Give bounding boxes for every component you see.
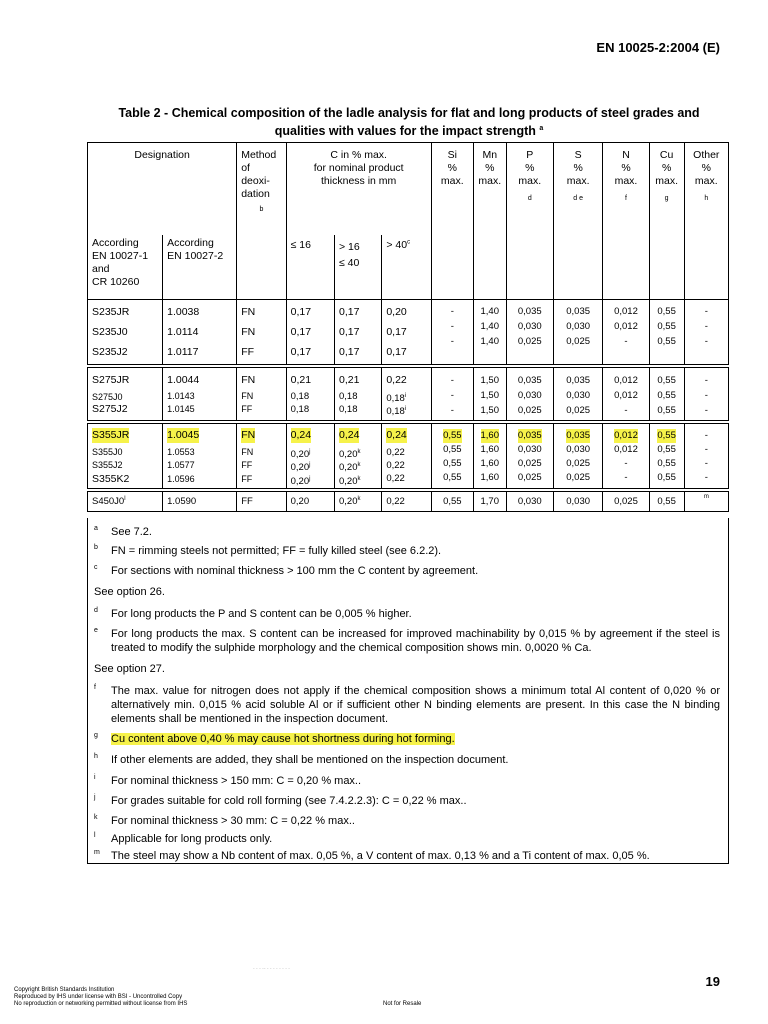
acc1-line: CR 10260 xyxy=(92,275,140,288)
grade-name: S275J0 xyxy=(92,392,123,402)
footnote-key: e xyxy=(94,627,98,634)
n-label: % xyxy=(621,162,631,174)
grade-name: S235J0 xyxy=(92,326,128,338)
mn-value: 1,50 xyxy=(480,390,499,401)
thickness-le16-header: ≤ 16 xyxy=(286,235,334,300)
method-label: of xyxy=(241,162,250,174)
cu-value: 0,55 xyxy=(657,472,676,483)
footnote-key: m xyxy=(94,849,100,856)
n-footnote-ref: f xyxy=(625,195,627,202)
p-value: 0,025 xyxy=(517,405,542,416)
c-footnote-ref: k xyxy=(357,495,361,502)
p-header xyxy=(506,143,553,300)
grade-name: S275JR xyxy=(92,374,130,386)
cu-value: 0,55 xyxy=(657,390,676,401)
footnote-key: i xyxy=(94,774,96,781)
si-header xyxy=(431,143,473,300)
footnote-key: c xyxy=(94,564,98,571)
mn-value: 1,40 xyxy=(480,306,499,317)
si-value: 0,55 xyxy=(443,472,462,483)
deox-method: FF xyxy=(241,474,253,484)
group-s355 xyxy=(88,424,729,489)
deox-method: FN xyxy=(241,429,256,441)
s-value: 0,030 xyxy=(566,444,591,455)
footnote-key: d xyxy=(94,607,98,614)
other-value: - xyxy=(704,321,708,332)
other-value: - xyxy=(704,390,708,401)
other-header xyxy=(684,143,728,300)
mn-label: Mn xyxy=(482,149,498,161)
cu-footnote-ref: g xyxy=(664,195,669,202)
other-value: - xyxy=(704,458,708,469)
c-value: 0,20 xyxy=(338,449,358,461)
method-label: deoxi- xyxy=(241,175,270,187)
si-value: 0,55 xyxy=(443,458,462,469)
other-value: - xyxy=(704,375,708,386)
p-value: 0,030 xyxy=(517,321,542,332)
si-label: max. xyxy=(440,175,464,187)
cu-value: 0,55 xyxy=(657,306,676,317)
footnote-text: For sections with nominal thickness > 100 mm the C content by agreement. xyxy=(111,565,479,577)
grade-name: S450J0 xyxy=(92,496,125,508)
mn-value: 1,50 xyxy=(480,405,499,416)
footnote-text: For nominal thickness > 150 mm: C = 0,20 % max.. xyxy=(111,775,362,787)
c-value: 0,22 xyxy=(382,492,431,512)
c-value: 0,18 xyxy=(386,406,405,418)
s-value: 0,025 xyxy=(566,458,591,469)
c-value: 0,17 xyxy=(338,306,360,318)
s-value: 0,030 xyxy=(566,390,591,401)
n-value: - xyxy=(624,458,628,469)
grade-name: S355J0 xyxy=(92,447,123,457)
acc-en10027-1-header xyxy=(88,235,163,300)
footnote-text: See option 26. xyxy=(94,586,165,598)
n-value: 0,012 xyxy=(614,321,638,332)
s-value: 0,035 xyxy=(566,430,591,441)
mn-header xyxy=(473,143,506,300)
p-value: 0,035 xyxy=(517,430,542,441)
p-value: 0,035 xyxy=(517,306,542,317)
designation-header: Designation xyxy=(88,143,237,235)
grade-number: 1.0590 xyxy=(163,492,237,512)
footnotes xyxy=(87,518,729,864)
footnote-text: Cu content above 0,40 % may cause hot shortness during hot forming. xyxy=(111,733,455,745)
grade-number: 1.0038 xyxy=(167,306,200,318)
c-footnote-ref: k xyxy=(357,476,361,482)
method-label: Method xyxy=(241,149,277,161)
s-value: 0,035 xyxy=(566,375,591,386)
faint-watermark-mark: - - - -- - - - - - - - - xyxy=(253,966,290,972)
p-value: 0,030 xyxy=(506,492,553,512)
c-footnote-ref: k xyxy=(357,462,361,468)
s-label: % xyxy=(573,162,583,174)
footnote-key: b xyxy=(94,544,98,551)
c-footnote-ref: j xyxy=(309,462,311,468)
other-value: - xyxy=(704,336,708,347)
deox-method: FN xyxy=(241,374,256,386)
p-footnote-ref: d xyxy=(527,195,532,202)
footnote-text: FN = rimming steels not permitted; FF = fully killed steel (see 6.2.2). xyxy=(111,545,442,557)
c-footnote-ref: k xyxy=(357,449,361,455)
footnote-text: The max. value for nitrogen does not apply if the chemical composition shows a minimum total Al content of 0,020 % or alternatively min. 0,015 % acid soluble Al or if sufficient other N binding elements are present. In this case the N binding elements shall be mentioned in the inspection document. xyxy=(111,685,720,725)
footnote-key: j xyxy=(94,794,96,801)
c-value: 0,18 xyxy=(386,393,405,405)
p-value: 0,025 xyxy=(517,336,542,347)
c-header-line: for nominal product xyxy=(313,162,404,174)
footnote-text: See option 27. xyxy=(94,663,165,675)
c-value: 0,20 xyxy=(290,462,310,474)
p-value: 0,030 xyxy=(517,444,542,455)
mn-value: 1,40 xyxy=(480,336,499,347)
deox-method: FF xyxy=(241,404,253,414)
footnote-text: For long products the max. S content can be increased for improved machinability by 0,015 % by agreement if the steel is treated to modify the sulphide morphology and the chemical composition shows min. 0,0020 % Ca. xyxy=(111,628,720,654)
grade-name: S355J2 xyxy=(92,460,123,470)
not-for-resale: Not for Resale xyxy=(383,1001,422,1007)
grade-number: 1.0044 xyxy=(167,374,200,386)
deox-method: FF xyxy=(237,492,286,512)
n-value: 0,025 xyxy=(603,492,649,512)
s-footnote-ref: d e xyxy=(573,195,583,202)
grade-number: 1.0596 xyxy=(167,474,195,484)
footnote-key: a xyxy=(94,525,98,532)
grade-name: S355JR xyxy=(92,429,130,441)
cu-header xyxy=(649,143,684,300)
n-header xyxy=(603,143,649,300)
deox-method: FN xyxy=(241,391,254,401)
other-label: % xyxy=(701,162,711,174)
c-value: 0,17 xyxy=(290,306,312,318)
cu-label: Cu xyxy=(659,149,674,161)
s-value: 0,030 xyxy=(553,492,602,512)
c-value: 0,18 xyxy=(290,404,310,415)
cu-value: 0,55 xyxy=(657,405,676,416)
p-value: 0,025 xyxy=(517,472,542,483)
c-value: 0,22 xyxy=(386,374,407,386)
cu-value: 0,55 xyxy=(657,444,676,455)
p-value: 0,025 xyxy=(517,458,542,469)
footer-line: No reproduction or networking permitted without license from IHS xyxy=(14,1001,188,1007)
n-value: 0,012 xyxy=(614,430,638,441)
cu-value: 0,55 xyxy=(657,430,676,441)
other-value: - xyxy=(704,405,708,416)
footnote-key: l xyxy=(94,832,96,839)
footnote-text: For grades suitable for cold roll forming (see 7.4.2.2.3): C = 0,22 % max.. xyxy=(111,795,467,807)
c-footnote-ref: j xyxy=(309,449,311,455)
acc1-line: According xyxy=(92,236,139,249)
n-value: - xyxy=(624,405,628,416)
c-value: 0,17 xyxy=(290,326,312,338)
si-value: 0,55 xyxy=(443,430,462,441)
grade-number: 1.0143 xyxy=(167,391,195,401)
s-header xyxy=(553,143,602,300)
c-header-line: thickness in mm xyxy=(321,175,397,187)
c-footnote-ref: i xyxy=(404,393,407,399)
cu-value: 0,55 xyxy=(657,321,676,332)
si-label: Si xyxy=(447,149,457,161)
footer-line: Reproduced by IHS under license with BSI - Uncontrolled Copy xyxy=(14,994,183,1000)
other-value: - xyxy=(704,430,708,441)
copyright-footer xyxy=(14,987,187,1008)
deox-method: FN xyxy=(241,447,254,457)
cu-value: 0,55 xyxy=(649,492,684,512)
table-title-line-2: qualities with values for the impact strength xyxy=(274,124,536,139)
n-value: - xyxy=(624,472,628,483)
other-label: max. xyxy=(694,175,718,187)
c-value: 0,22 xyxy=(386,447,405,458)
c-value: 0,24 xyxy=(386,429,407,441)
footnote-text: See 7.2. xyxy=(111,526,152,538)
c-value: 0,21 xyxy=(290,374,312,386)
method-label: dation xyxy=(241,188,270,200)
title-footnote-ref: a xyxy=(539,125,544,132)
thickness-gt40: > 40 xyxy=(386,238,408,251)
s-value: 0,030 xyxy=(566,321,591,332)
mn-label: % xyxy=(485,162,495,174)
thickness-gt40-header xyxy=(382,235,431,300)
c-value: 0,20 xyxy=(290,449,310,461)
si-value: 0,55 xyxy=(443,444,462,455)
si-value: - xyxy=(450,375,454,386)
footnote-key: g xyxy=(94,732,98,739)
c-value: 0,18 xyxy=(338,391,358,402)
c-value: 0,22 xyxy=(386,460,405,471)
grade-number: 1.0114 xyxy=(167,326,199,338)
c-value: 0,17 xyxy=(338,346,360,358)
other-label: Other xyxy=(693,149,720,161)
mn-value: 1,60 xyxy=(480,444,499,455)
cu-value: 0,55 xyxy=(657,458,676,469)
p-label: % xyxy=(525,162,535,174)
c-value: 0,21 xyxy=(338,374,360,386)
si-value: 0,55 xyxy=(431,492,473,512)
method-header xyxy=(237,143,286,300)
mn-value: 1,70 xyxy=(473,492,506,512)
deox-method: FF xyxy=(241,460,253,470)
grade-number: 1.0553 xyxy=(167,447,195,457)
si-value: - xyxy=(450,390,454,401)
grade-name: S275J2 xyxy=(92,403,128,415)
p-value: 0,030 xyxy=(517,390,542,401)
chemical-composition-table xyxy=(87,142,729,512)
grade-footnote-ref: l xyxy=(124,495,126,502)
n-value: - xyxy=(624,336,628,347)
mn-value: 1,60 xyxy=(480,430,499,441)
s-value: 0,025 xyxy=(566,336,591,347)
footnote-text: For long products the P and S content can be 0,005 % higher. xyxy=(111,608,412,620)
si-value: - xyxy=(450,336,454,347)
acc-en10027-2-header xyxy=(163,235,237,300)
n-label: N xyxy=(622,149,630,161)
acc1-line: and xyxy=(92,262,110,275)
other-value: - xyxy=(704,306,708,317)
thickness-footnote-ref: c xyxy=(407,239,411,245)
header-row-1 xyxy=(88,143,729,235)
method-footnote-ref: b xyxy=(259,206,264,213)
n-label: max. xyxy=(614,175,638,187)
grade-number: 1.0117 xyxy=(167,346,199,358)
standard-number: EN 10025-2:2004 (E) xyxy=(596,40,720,55)
mn-value: 1,60 xyxy=(480,472,499,483)
deox-method: FF xyxy=(241,346,255,358)
c-value: 0,20 xyxy=(386,306,407,318)
other-footnote-ref: h xyxy=(704,195,709,202)
cu-label: % xyxy=(661,162,672,174)
other-value: - xyxy=(704,444,708,455)
s-value: 0,035 xyxy=(566,306,591,317)
grade-number: 1.0577 xyxy=(167,460,195,470)
c-footnote-ref: i xyxy=(404,406,407,412)
footnote-text: For nominal thickness > 30 mm: C = 0,22 % max.. xyxy=(111,815,355,827)
deox-method: FN xyxy=(241,306,256,318)
footnote-text: Applicable for long products only. xyxy=(111,833,273,845)
footnote-key: f xyxy=(94,684,96,691)
mn-value: 1,60 xyxy=(480,458,499,469)
c-value: 0,20 xyxy=(338,496,358,508)
mn-value: 1,40 xyxy=(480,321,499,332)
c-header-line: C in % max. xyxy=(330,149,387,161)
other-footnote-ref: m xyxy=(684,492,728,512)
p-value: 0,035 xyxy=(517,375,542,386)
group-s450 xyxy=(88,492,729,512)
c-content-header xyxy=(286,143,431,235)
c-value: 0,20 xyxy=(290,476,310,488)
table-title-line-1: Table 2 - Chemical composition of the ladle analysis for flat and long products of steel grades and xyxy=(118,106,700,120)
c-value: 0,17 xyxy=(338,326,360,338)
c-value: 0,24 xyxy=(338,429,360,441)
other-value: - xyxy=(704,472,708,483)
c-value: 0,20 xyxy=(338,462,358,474)
cu-value: 0,55 xyxy=(657,375,676,386)
footnote-text: If other elements are added, they shall be mentioned on the inspection document. xyxy=(111,754,509,766)
acc2-line: According xyxy=(167,236,214,249)
mn-label: max. xyxy=(478,175,502,187)
deox-method: FN xyxy=(241,326,256,338)
thickness-16-40-header xyxy=(334,235,381,300)
p-label: max. xyxy=(518,175,542,187)
table-title xyxy=(88,106,730,139)
footer-line: Copyright British Standards Institution xyxy=(14,987,115,993)
page-number: 19 xyxy=(705,974,720,989)
thickness-gt16: > 16 xyxy=(338,240,360,253)
c-value: 0,20 xyxy=(338,476,358,488)
s-label: S xyxy=(574,149,582,161)
grade-name: S235JR xyxy=(92,306,130,318)
thickness-le40: ≤ 40 xyxy=(338,256,360,269)
acc1-line: EN 10027-1 xyxy=(92,249,149,262)
footnote-key: h xyxy=(94,753,98,760)
group-s235 xyxy=(88,300,729,365)
n-value: 0,012 xyxy=(614,375,638,386)
grade-name: S235J2 xyxy=(92,346,128,358)
s-value: 0,025 xyxy=(566,472,591,483)
p-label: P xyxy=(526,149,534,161)
group-s275 xyxy=(88,368,729,421)
c-value: 0,17 xyxy=(386,326,407,338)
footnote-key: k xyxy=(94,814,98,821)
s-value: 0,025 xyxy=(566,405,591,416)
c-value: 0,24 xyxy=(290,429,312,441)
grade-number: 1.0145 xyxy=(167,404,195,414)
c-value: 0,22 xyxy=(386,473,405,484)
c-footnote-ref: j xyxy=(309,476,311,482)
si-value: - xyxy=(450,306,454,317)
n-value: 0,012 xyxy=(614,444,638,455)
c-value: 0,17 xyxy=(386,346,407,358)
n-value: 0,012 xyxy=(614,390,638,401)
cu-value: 0,55 xyxy=(657,336,676,347)
n-value: 0,012 xyxy=(614,306,638,317)
footnote-text: The steel may show a Nb content of max. 0,05 %, a V content of max. 0,13 % and a Ti content of max. 0,05 %. xyxy=(111,850,650,862)
cu-label: max. xyxy=(655,175,679,187)
c-value: 0,18 xyxy=(290,391,310,402)
si-label: % xyxy=(447,162,457,174)
c-value: 0,17 xyxy=(290,346,312,358)
grade-number: 1.0045 xyxy=(167,429,200,441)
si-value: - xyxy=(450,321,454,332)
grade-name: S355K2 xyxy=(92,473,130,485)
s-label: max. xyxy=(566,175,590,187)
mn-value: 1,50 xyxy=(480,375,499,386)
c-value: 0,20 xyxy=(286,492,334,512)
c-value: 0,18 xyxy=(338,404,358,415)
si-value: - xyxy=(450,405,454,416)
acc2-line: EN 10027-2 xyxy=(167,249,224,262)
